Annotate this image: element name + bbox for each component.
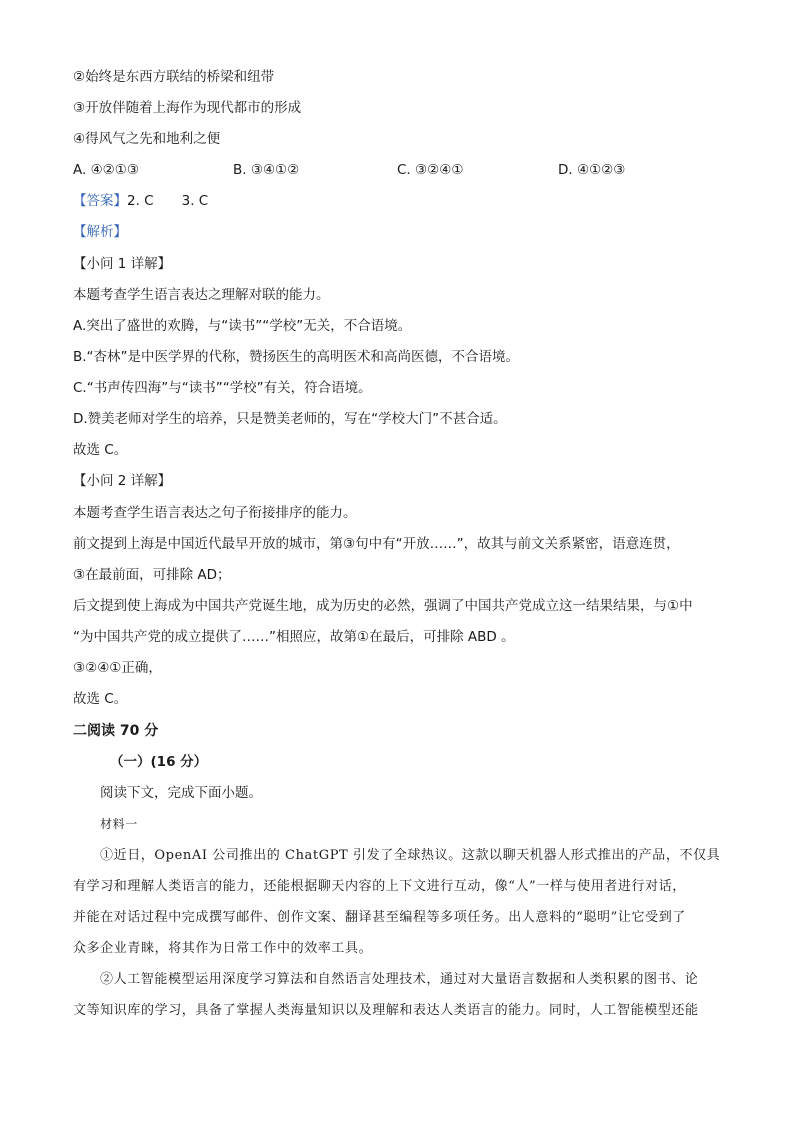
- material-label: 材料一: [100, 817, 138, 831]
- option-b: B. ③④①②: [233, 162, 300, 178]
- sub2-line: ③在最前面，可排除 AD；: [73, 567, 231, 583]
- question-item-3: ③开放伴随着上海作为现代都市的形成: [73, 100, 302, 116]
- sub2-line: 故选 C。: [73, 691, 128, 707]
- sub1-tag: 【小问 1 详解】: [73, 256, 172, 272]
- answer-tag: 【答案】: [73, 193, 127, 209]
- part-heading: （一）(16 分）: [110, 754, 208, 770]
- sub1-line: D.赞美老师对学生的培养，只是赞美老师的，写在“学校大门”不甚合适。: [73, 411, 507, 427]
- material-paragraph-line: 并能在对话过程中完成撰写邮件、创作文案、翻译甚至编程等多项任务。出人意料的“聪明”让它受到了: [73, 910, 686, 925]
- options-row: [73, 160, 733, 180]
- analysis-tag: 【解析】: [73, 224, 127, 240]
- sub2-tag: 【小问 2 详解】: [73, 473, 172, 489]
- sub1-line: 本题考查学生语言表达之理解对联的能力。: [73, 287, 330, 303]
- material-paragraph-line: 有学习和理解人类语言的能力，还能根据聊天内容的上下文进行互动，像“人”一样与使用者进行对话，: [73, 879, 686, 894]
- material-paragraph-line: 文等知识库的学习，具备了掌握人类海量知识以及理解和表达人类语言的能力。同时，人工智能模型还能: [73, 1003, 699, 1018]
- option-a: A. ④②①③: [73, 162, 139, 178]
- answer-q3: 3. C: [181, 193, 209, 209]
- sub1-line: C.“书声传四海”与“读书”“学校”有关，符合语境。: [73, 380, 372, 396]
- material-paragraph-line: 众多企业青睐，将其作为日常工作中的效率工具。: [73, 941, 373, 956]
- sub2-line: 本题考查学生语言表达之句子衔接排序的能力。: [73, 505, 357, 521]
- section-title: 二阅读 70 分: [73, 723, 159, 739]
- sub1-line: B.“杏林”是中医学界的代称，赞扬医生的高明医术和高尚医德，不合语境。: [73, 349, 520, 365]
- sub2-line: 前文提到上海是中国近代最早开放的城市，第③句中有“开放……”，故其与前文关系紧密，语意连贯，: [73, 536, 680, 552]
- sub2-line: “为中国共产党的成立提供了……”相照应，故第①在最后，可排除 ABD 。: [73, 629, 515, 645]
- material-paragraph-line: ②人工智能模型运用深度学习算法和自然语言处理技术，通过对大量语言数据和人类积累的图书、论: [100, 972, 699, 987]
- reading-instruction: 阅读下文，完成下面小题。: [100, 785, 262, 801]
- sub2-line: 后文提到使上海成为中国共产党诞生地，成为历史的必然，强调了中国共产党成立这一结果结果，与①中: [73, 598, 693, 614]
- question-item-4: ④得风气之先和地利之便: [73, 131, 221, 147]
- answer-q2: 2. C: [127, 193, 154, 209]
- material-paragraph-line: ①近日，OpenAI 公司推出的 ChatGPT 引发了全球热议。这款以聊天机器人形式推出的产品，不仅具: [100, 848, 721, 863]
- sub2-line: ③②④①正确，: [73, 660, 162, 676]
- question-item-2: ②始终是东西方联结的桥梁和纽带: [73, 69, 275, 85]
- sub1-line: A.突出了盛世的欢腾，与“读书”“学校”无关，不合语境。: [73, 318, 412, 334]
- option-d: D. ④①②③: [558, 162, 626, 178]
- answer-line: [73, 191, 208, 211]
- option-c: C. ③②④①: [397, 162, 464, 178]
- sub1-line: 故选 C。: [73, 442, 128, 458]
